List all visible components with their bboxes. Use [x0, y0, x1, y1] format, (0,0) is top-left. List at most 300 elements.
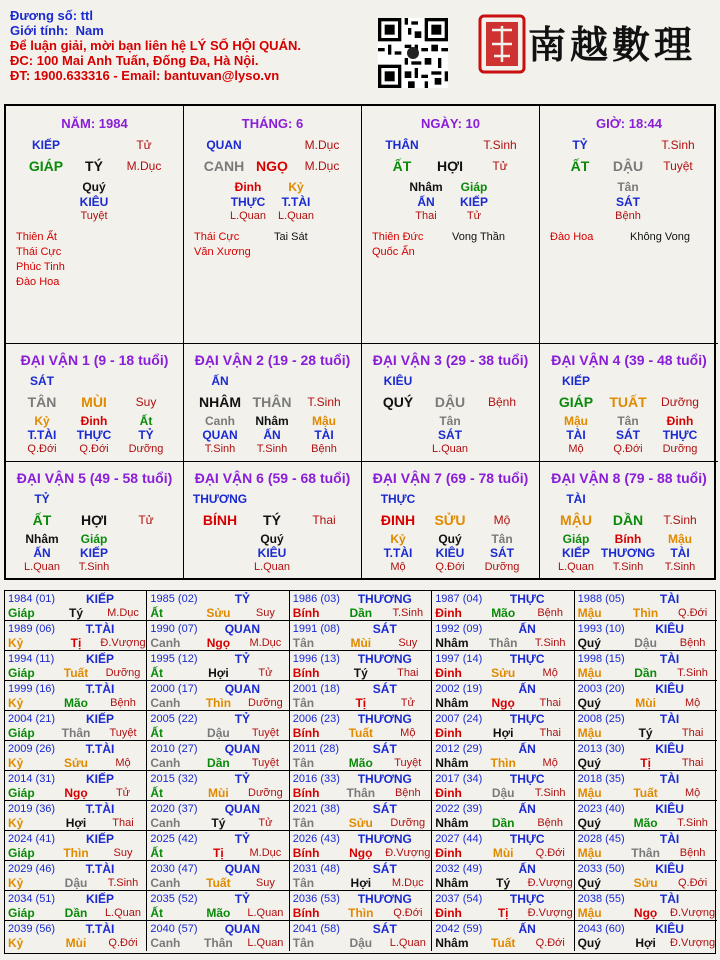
year-ten-god: T.TÀI [85, 802, 115, 816]
shen-sha-star: Vong Thần [452, 231, 506, 243]
year-stem: Nhâm [435, 816, 469, 830]
year-label: 2008 (25) [577, 713, 625, 725]
hidden-ten-god: KIẾP [459, 195, 488, 209]
dai-van-hidden-stem: Đinh [666, 414, 694, 428]
year-label: 2012 (29) [435, 743, 483, 755]
year-state: Q.Đới [677, 877, 708, 889]
dai-van-hidden-stem: Canh [205, 414, 235, 428]
year-cell[interactable] [5, 681, 147, 711]
year-cell[interactable] [290, 861, 432, 891]
year-branch: Thân [488, 636, 518, 650]
year-state: Mộ [542, 757, 558, 769]
stem-ten-god: TỶ [572, 138, 588, 152]
hidden-ten-god: KIÊU [79, 195, 109, 209]
year-stem: Tân [292, 876, 315, 890]
year-stem: Nhâm [435, 936, 469, 950]
dai-van-ten-god: THỰC [380, 492, 416, 506]
year-cell[interactable] [147, 621, 289, 651]
year-label: 2038 (55) [577, 893, 625, 905]
year-cell[interactable] [5, 711, 147, 741]
dai-van-state: Suy [135, 395, 157, 409]
dai-van-title: ĐẠI VẬN 7 (69 - 78 tuổi) [372, 470, 529, 486]
branch-state-top: T.Sinh [661, 138, 695, 152]
year-state: L.Quan [247, 937, 284, 949]
dai-van-branch: TUẤT [609, 394, 647, 410]
dai-van-hidden-state: Q.Đới [79, 443, 109, 455]
year-ten-god: KIÊU [655, 922, 684, 936]
year-cell[interactable] [147, 681, 289, 711]
dai-van-state: Dưỡng [661, 395, 699, 409]
dai-van-stem: ĐINH [380, 512, 416, 528]
shen-sha-star: Thiên Ất [16, 231, 57, 243]
year-state: Bệnh [110, 697, 136, 709]
year-branch: Hợi [635, 936, 656, 950]
year-ten-god: THỰC [509, 652, 545, 666]
earthly-branch: TÝ [85, 158, 103, 174]
dai-van-hidden-stem: Tân [491, 532, 513, 546]
year-branch: Hợi [350, 876, 372, 890]
year-label: 2006 (23) [292, 713, 340, 725]
year-cell[interactable] [5, 771, 147, 801]
hidden-stem: Tân [617, 180, 639, 194]
year-label: 2002 (19) [435, 683, 483, 695]
year-label: 2010 (27) [150, 743, 198, 755]
earthly-branch: DẬU [612, 158, 644, 174]
year-label: 2007 (24) [435, 713, 483, 725]
dai-van-state: Mộ [493, 513, 511, 527]
year-branch: Dậu [207, 726, 230, 740]
year-label: 2043 (60) [577, 923, 625, 935]
year-stem: Ất [150, 606, 164, 620]
year-cell[interactable] [575, 801, 717, 831]
year-label: 2018 (35) [577, 773, 625, 785]
year-cell[interactable] [290, 741, 432, 771]
year-label: 2022 (39) [435, 803, 483, 815]
year-branch: Tị [355, 696, 367, 710]
dai-van-hidden-god: THỰC [662, 428, 698, 442]
year-cell[interactable] [575, 921, 717, 951]
year-ten-god: ẤN [518, 802, 536, 816]
year-ten-god: THƯƠNG [357, 832, 412, 846]
year-cell[interactable] [290, 921, 432, 951]
dai-van-hidden-stem: Tân [439, 414, 461, 428]
year-stem: Quý [577, 636, 601, 650]
dai-van-cell [6, 462, 184, 580]
year-cell[interactable] [5, 741, 147, 771]
dai-van-hidden-god: TÀI [670, 546, 690, 560]
year-cell[interactable] [575, 771, 717, 801]
dai-van-hidden-state: L.Quan [253, 561, 291, 573]
dai-van-hidden-state: L.Quan [23, 561, 61, 573]
year-stem: Kỷ [8, 816, 24, 830]
year-state: Thai [539, 697, 561, 709]
pillar-title: NGÀY: 10 [421, 116, 480, 131]
year-cell[interactable] [5, 591, 147, 621]
year-state: Tuyệt [394, 757, 422, 769]
year-cell[interactable] [5, 921, 147, 951]
year-stem: Ất [150, 726, 164, 740]
dai-van-hidden-god: ẤN [263, 428, 281, 442]
dai-van-hidden-state: T.Sinh [664, 561, 696, 573]
dai-van-hidden-state: Dưỡng [662, 443, 698, 455]
year-stem: Tân [292, 936, 315, 950]
year-stem: Tân [292, 816, 315, 830]
gender-label: Giới tính: [10, 23, 69, 38]
hidden-stem: Nhâm [409, 180, 443, 194]
year-label: 2029 (46) [8, 863, 56, 875]
heavenly-stem: GIÁP [28, 158, 64, 174]
year-stem: Ất [150, 846, 164, 860]
year-stem: Mậu [577, 726, 602, 740]
year-state: Tử [258, 817, 273, 829]
dai-van-stem: TÂN [27, 394, 57, 410]
earthly-branch: HỢI [437, 158, 463, 174]
dai-van-title: ĐẠI VẬN 3 (29 - 38 tuổi) [372, 352, 529, 368]
year-stem: Tân [292, 636, 315, 650]
dai-van-hidden-god: SÁT [490, 546, 514, 560]
year-state: M.Dục [249, 847, 282, 859]
year-ten-god: THƯƠNG [357, 712, 412, 726]
heavenly-stem: ẤT [570, 158, 590, 174]
year-cell[interactable] [290, 621, 432, 651]
dai-van-branch: DẦN [612, 512, 644, 528]
year-stem: Mậu [577, 906, 602, 920]
year-cell[interactable] [432, 591, 574, 621]
year-cell[interactable] [575, 831, 717, 861]
heavenly-stem: CANH [203, 158, 245, 174]
branch-state: Tuyệt [663, 159, 693, 173]
year-branch: Ngọ [64, 786, 88, 800]
year-stem: Canh [150, 756, 181, 770]
year-state: T.Sinh [677, 667, 708, 679]
year-cell[interactable] [432, 621, 574, 651]
year-cell[interactable] [432, 831, 574, 861]
year-label: 1999 (16) [8, 683, 56, 695]
year-label: 1989 (06) [8, 623, 56, 635]
year-label: 2042 (59) [435, 923, 483, 935]
year-label: 2039 (56) [8, 923, 56, 935]
year-branch: Mão [206, 906, 231, 920]
year-stem: Đinh [435, 726, 462, 740]
year-ten-god: ẤN [518, 742, 536, 756]
dai-van-branch: HỢI [81, 512, 107, 528]
year-cell[interactable] [290, 651, 432, 681]
year-cell[interactable] [147, 891, 289, 921]
dai-van-stem: QUÝ [382, 394, 414, 410]
year-label: 2036 (53) [292, 893, 340, 905]
year-stem: Quý [577, 876, 601, 890]
hidden-state: Tuyệt [80, 210, 108, 222]
dai-van-hidden-god: THƯƠNG [600, 546, 656, 560]
dai-van-branch: DẬU [434, 394, 466, 410]
year-ten-god: TỶ [234, 772, 251, 786]
year-cell[interactable] [432, 771, 574, 801]
hidden-ten-god: T.TÀI [281, 195, 311, 209]
year-branch: Sửu [348, 816, 373, 830]
yearly-table [4, 590, 716, 954]
year-cell[interactable] [147, 591, 289, 621]
year-stem: Bính [292, 666, 320, 680]
year-state: T.Sinh [534, 637, 566, 649]
year-stem: Ất [150, 786, 164, 800]
year-branch: Thìn [348, 906, 374, 920]
dai-van-hidden-state: Q.Đới [435, 561, 465, 573]
year-ten-god: TỶ [234, 652, 251, 666]
stem-ten-god: KIẾP [31, 138, 60, 152]
hidden-ten-god: THỰC [230, 195, 266, 209]
dai-van-hidden-stem: Giáp [562, 532, 590, 546]
year-cell[interactable] [575, 711, 717, 741]
year-cell[interactable] [147, 831, 289, 861]
year-ten-god: QUAN [224, 802, 261, 816]
year-label: 2025 (42) [150, 833, 198, 845]
year-cell[interactable] [575, 741, 717, 771]
year-cell[interactable] [432, 861, 574, 891]
year-state: Thai [681, 727, 704, 739]
year-branch: Tuất [206, 876, 231, 890]
year-branch: Tuất [633, 786, 658, 800]
dai-van-hidden-stem: Nhâm [255, 414, 289, 428]
year-label: 1990 (07) [150, 623, 198, 635]
dai-van-hidden-state: T.Sinh [204, 443, 236, 455]
year-ten-god: T.TÀI [85, 682, 115, 696]
year-stem: Giáp [8, 666, 35, 680]
year-cell[interactable] [147, 711, 289, 741]
year-ten-god: THỰC [509, 592, 545, 606]
dai-van-hidden-state: Dưỡng [484, 561, 520, 573]
year-state: M.Dục [391, 877, 424, 889]
year-ten-god: ẤN [518, 622, 536, 636]
year-branch: Mùi [635, 696, 656, 710]
year-state: Mộ [684, 697, 701, 709]
year-cell[interactable] [575, 651, 717, 681]
dai-van-branch: MÙI [81, 394, 107, 410]
year-state: Q.Đới [677, 607, 708, 619]
owner-label: Đương số: [10, 8, 78, 23]
pillar-cell [6, 106, 184, 344]
dai-van-state: T.Sinh [307, 395, 341, 409]
year-cell[interactable] [432, 891, 574, 921]
year-ten-god: THƯƠNG [357, 892, 412, 906]
year-branch: Thìn [63, 846, 89, 860]
year-cell[interactable] [147, 741, 289, 771]
dai-van-hidden-stem: Mậu [312, 414, 336, 428]
year-cell[interactable] [147, 771, 289, 801]
year-stem: Ất [150, 666, 164, 680]
year-cell[interactable] [290, 831, 432, 861]
year-cell[interactable] [432, 681, 574, 711]
year-state: L.Quan [104, 907, 142, 919]
year-state: Dưỡng [248, 787, 283, 799]
year-cell[interactable] [290, 711, 432, 741]
year-cell[interactable] [575, 681, 717, 711]
year-cell[interactable] [290, 801, 432, 831]
shen-sha-star: Phúc Tinh [16, 261, 65, 273]
dai-van-hidden-god: TÀI [566, 428, 586, 442]
year-cell[interactable] [290, 681, 432, 711]
year-ten-god: KIẾP [85, 712, 114, 726]
year-label: 2035 (52) [150, 893, 198, 905]
year-stem: Tân [292, 696, 315, 710]
dai-van-hidden-stem: Bính [614, 532, 642, 546]
year-cell[interactable] [432, 921, 574, 951]
year-ten-god: T.TÀI [85, 742, 115, 756]
year-state: Tuyệt [251, 757, 279, 769]
dai-van-cell [184, 462, 362, 580]
dai-van-title: ĐẠI VẬN 6 (59 - 68 tuổi) [194, 470, 351, 486]
dai-van-ten-god: TÀI [566, 492, 586, 506]
dai-van-state: Tử [138, 513, 154, 527]
year-cell[interactable] [147, 921, 289, 951]
dai-van-hidden-stem: Giáp [80, 532, 108, 546]
dai-van-state: Thai [312, 513, 336, 527]
year-state: Mộ [115, 757, 131, 769]
year-ten-god: KIẾP [85, 592, 114, 606]
year-branch: Ngọ [491, 696, 515, 710]
year-branch: Ngọ [206, 636, 231, 650]
year-branch: Tị [70, 636, 82, 650]
year-stem: Nhâm [435, 696, 469, 710]
shen-sha-star: Quốc Ấn [372, 246, 415, 258]
year-cell[interactable] [432, 741, 574, 771]
hidden-state: Bệnh [615, 210, 641, 222]
year-cell[interactable] [5, 801, 147, 831]
year-cell[interactable] [432, 651, 574, 681]
year-cell[interactable] [5, 891, 147, 921]
year-ten-god: QUAN [224, 742, 261, 756]
year-cell[interactable] [5, 651, 147, 681]
year-cell[interactable] [147, 651, 289, 681]
pillar-title: GIỜ: 18:44 [595, 116, 662, 131]
shen-sha-star: Không Vong [630, 231, 690, 243]
year-stem: Quý [577, 756, 601, 770]
year-state: Mộ [400, 727, 416, 739]
dai-van-cell [540, 462, 718, 580]
year-ten-god: TÀI [659, 712, 680, 726]
year-ten-god: T.TÀI [85, 862, 115, 876]
year-branch: Dậu [634, 636, 657, 650]
year-cell[interactable] [290, 891, 432, 921]
year-stem: Bính [292, 786, 320, 800]
year-cell[interactable] [5, 861, 147, 891]
year-label: 2040 (57) [150, 923, 198, 935]
year-stem: Đinh [435, 906, 462, 920]
year-cell[interactable] [147, 861, 289, 891]
dai-van-hidden-stem: Nhâm [25, 532, 59, 546]
year-label: 2001 (18) [292, 683, 340, 695]
dai-van-stem: BÍNH [202, 512, 238, 528]
year-label: 2020 (37) [150, 803, 198, 815]
year-state: Suy [398, 637, 418, 649]
year-label: 2005 (22) [150, 713, 198, 725]
year-ten-god: SÁT [372, 622, 397, 636]
year-cell[interactable] [575, 891, 717, 921]
dai-van-hidden-stem: Quý [438, 532, 462, 546]
year-cell[interactable] [5, 831, 147, 861]
year-cell[interactable] [290, 591, 432, 621]
shen-sha-star: Thái Cực [194, 231, 240, 243]
year-branch: Thân [631, 846, 660, 860]
year-stem: Đinh [435, 846, 462, 860]
dai-van-branch: SỬU [434, 512, 466, 528]
year-stem: Nhâm [435, 636, 469, 650]
year-state: T.Sinh [534, 787, 566, 799]
year-state: Bệnh [537, 607, 564, 619]
year-cell[interactable] [575, 591, 717, 621]
year-label: 1988 (05) [577, 593, 625, 605]
year-ten-god: THỰC [509, 772, 545, 786]
year-state: Q.Đới [535, 937, 565, 949]
dai-van-cell [540, 344, 718, 462]
shen-sha-star: Đào Hoa [550, 231, 594, 243]
red-seal-icon [478, 14, 526, 74]
year-cell[interactable] [575, 621, 717, 651]
year-cell[interactable] [432, 801, 574, 831]
dai-van-hidden-god: TỶ [138, 428, 154, 442]
year-ten-god: TỶ [234, 592, 251, 606]
year-ten-god: ẤN [518, 682, 536, 696]
year-stem: Canh [150, 696, 181, 710]
dai-van-hidden-state: Dưỡng [128, 443, 164, 455]
dai-van-hidden-god: SÁT [616, 428, 640, 442]
year-stem: Bính [292, 906, 320, 920]
year-stem: Nhâm [435, 756, 469, 770]
year-branch: Mùi [208, 786, 229, 800]
dai-van-ten-god: SÁT [30, 374, 54, 388]
year-state: Đ.Vượng [527, 907, 573, 919]
year-label: 2026 (43) [292, 833, 340, 845]
year-cell[interactable] [5, 621, 147, 651]
year-branch: Dậu [349, 936, 373, 950]
year-branch: Tuất [348, 726, 374, 740]
year-ten-god: KIÊU [655, 622, 684, 636]
year-ten-god: KIẾP [85, 652, 114, 666]
dai-van-cell [6, 344, 184, 462]
year-branch: Dậu [64, 876, 88, 890]
year-cell[interactable] [575, 861, 717, 891]
year-cell[interactable] [147, 801, 289, 831]
year-branch: Tị [213, 846, 224, 860]
year-label: 2028 (45) [577, 833, 625, 845]
year-branch: Mùi [492, 846, 514, 860]
shen-sha-star: Thái Cực [16, 246, 62, 258]
year-stem: Bính [292, 846, 320, 860]
year-state: Đ.Vượng [670, 937, 716, 949]
year-state: Bệnh [537, 817, 564, 829]
dai-van-cell [362, 344, 540, 462]
heavenly-stem: ẤT [392, 158, 412, 174]
year-ten-god: SÁT [372, 802, 397, 816]
year-ten-god: T.TÀI [85, 922, 115, 936]
phone-email-line[interactable]: ĐT: 1900.633316 - Email: bantuvan@lyso.vn [10, 68, 280, 83]
year-cell[interactable] [432, 711, 574, 741]
year-cell[interactable] [290, 771, 432, 801]
dai-van-hidden-god: TÀI [314, 428, 334, 442]
year-state: Tử [400, 697, 415, 709]
year-label: 2016 (33) [292, 773, 340, 785]
hidden-stem: Quý [82, 180, 106, 194]
dai-van-hidden-god: QUAN [202, 428, 238, 442]
year-stem: Mậu [577, 666, 602, 680]
year-branch: Tuất [490, 936, 516, 950]
hidden-state: Tử [466, 210, 482, 222]
year-label: 2027 (44) [435, 833, 483, 845]
shen-sha-star: Văn Xương [194, 246, 251, 258]
year-stem: Đinh [435, 606, 462, 620]
year-branch: Tuất [63, 666, 89, 680]
year-branch: Tý [496, 876, 511, 890]
hidden-state: L.Quan [229, 210, 267, 222]
